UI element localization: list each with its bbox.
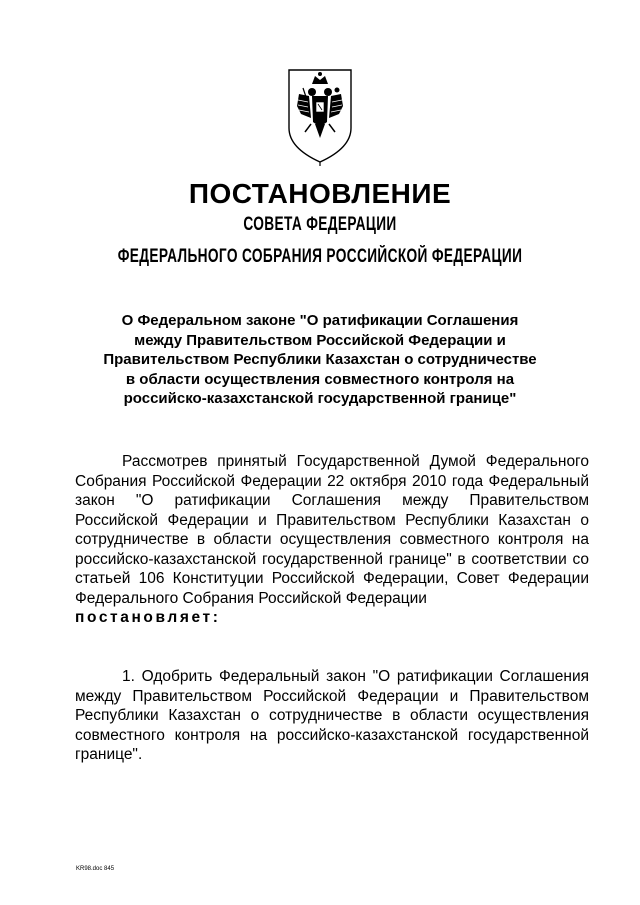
subject-line: О Федеральном законе "О ратификации Соглашения (121, 312, 519, 329)
resolution-item-1: 1. Одобрить Федеральный закон "О ратификации Соглашения между Правительством Российской Федерации и Правительством Республики Казахстан о сотрудничестве в области осуществления совместного контроля на российско-казахстанской государственной границе". (75, 668, 589, 763)
subject-line: между Правительством Российской Федерации и (134, 331, 506, 349)
preamble-text: Рассмотрев принятый Государственной Думой Федерального Собрания Российской Федерации 22 октября 2010 года Федеральный закон "О ратификации Соглашения между Правительством Российской Федерации и Правительством Республики Казахстан о сотрудничестве в области осуществления совместного контроля на российско-казахстанской государственной границе" в соответствии со статьей 106 Конституции Российской Федерации, Совет Федерации Федерального Собрания Российской Федерации (75, 453, 589, 607)
resolves-label: постановляет: (75, 609, 221, 626)
subject-line: Правительством Республики Казахстан о сотрудничестве (103, 351, 537, 368)
issuer-line-2: ФЕДЕРАЛЬНОГО СОБРАНИЯ РОССИЙСКОЙ ФЕДЕРАЦИИ (117, 246, 523, 267)
coat-of-arms-icon (285, 66, 355, 166)
issuer-line-1: СОВЕТА ФЕДЕРАЦИИ (243, 214, 397, 235)
file-code: KR98.doc 845 (76, 866, 115, 872)
preamble-paragraph (75, 452, 589, 628)
subject-line: российско-казахстанской государственной границе" (123, 390, 517, 407)
document-title: ПОСТАНОВЛЕНИЕ (188, 178, 452, 209)
document-subject (60, 311, 580, 409)
subject-line: в области осуществления совместного контроля на (125, 370, 515, 388)
